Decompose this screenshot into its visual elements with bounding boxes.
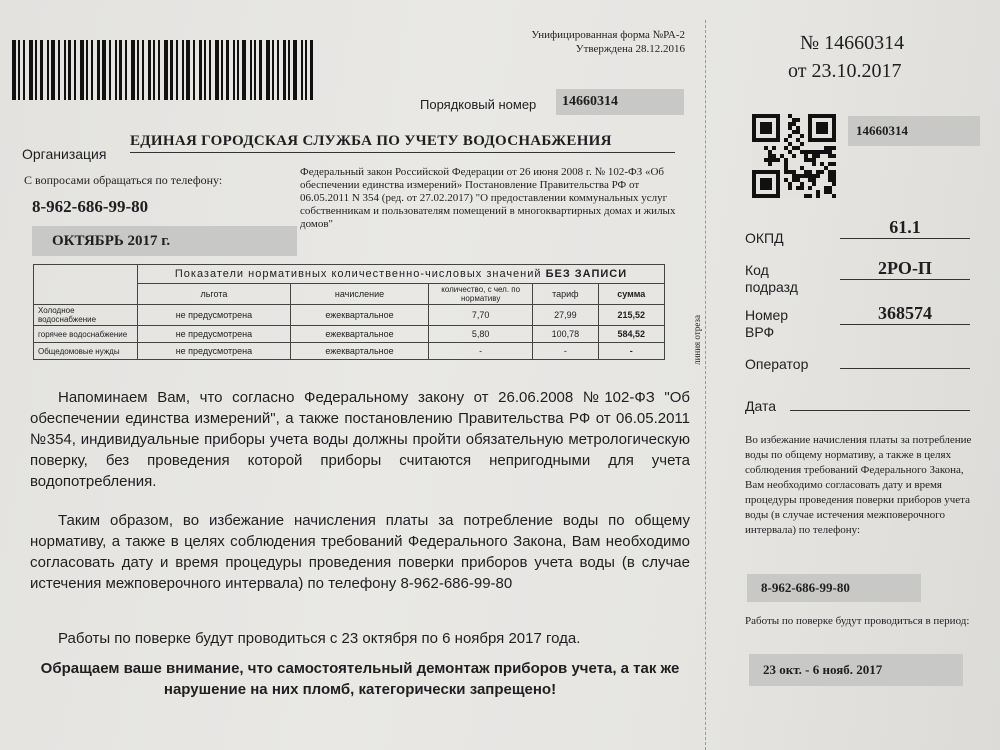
cell-benefit: не предусмотрена <box>138 326 291 343</box>
cell-sum: - <box>598 343 664 360</box>
barcode-bar <box>301 40 303 100</box>
barcode-bar <box>250 40 252 100</box>
barcode-bar <box>91 40 93 100</box>
barcode-bar <box>86 40 88 100</box>
barcode-bar <box>272 40 274 100</box>
table-header-bold: БЕЗ ЗАПИСИ <box>545 268 628 280</box>
barcode-bar <box>254 40 256 100</box>
barcode-bar <box>305 40 307 100</box>
barcode-bar <box>153 40 155 100</box>
stub-notice: Во избежание начисления платы за потребление воды по общему нормативу, а также в целях соблюдения требований Федерального Закона, Вам необходимо согласовать дату и время процедуры проведения поверки приборов учета воды (в случае истечения межповерочного интервала) по телефону: <box>745 434 972 536</box>
cell-benefit: не предусмотрена <box>138 343 291 360</box>
barcode-bar <box>193 40 195 100</box>
barcode-bar <box>209 40 211 100</box>
operator-field[interactable] <box>840 350 970 369</box>
barcode-bar <box>18 40 20 100</box>
paragraph-instructions: Таким образом, во избежание начисления платы за потребление воды по общему нормативу, а также в целях соблюдения требований Федерального Закона, Вам необходимо согласовать дату и время процедуры проведения поверки приборов учета воды (в случае истечения межповерочного интервала) по телефону 8-962-686-99-80 <box>30 512 690 592</box>
order-number: 14660314 <box>556 89 684 115</box>
barcode-bar <box>293 40 297 100</box>
stub-phone: 8-962-686-99-80 <box>747 574 921 602</box>
qr-code-icon <box>752 114 836 198</box>
subdivision-code-label: Код подразд <box>745 262 798 295</box>
barcode-bar <box>51 40 55 100</box>
operator-label: Оператор <box>745 356 809 372</box>
cell-tariff: 27,99 <box>533 305 598 326</box>
vrf-number-label: Номер ВРФ <box>745 307 789 340</box>
barcode-bar <box>35 40 37 100</box>
table-row <box>34 343 665 360</box>
barcode-bar <box>80 40 84 100</box>
barcode-bar <box>215 40 219 100</box>
barcode-bar <box>277 40 279 100</box>
barcode-bar <box>40 40 43 100</box>
barcode-bar <box>102 40 106 100</box>
cell-accrual: ежеквартальное <box>290 343 428 360</box>
col-tariff: тариф <box>533 284 598 305</box>
barcode-bar <box>283 40 286 100</box>
barcode-bar <box>237 40 239 100</box>
barcode-bar <box>226 40 229 100</box>
cell-benefit: не предусмотрена <box>138 305 291 326</box>
approved-date: Утверждена 28.12.2016 <box>575 43 685 55</box>
stub-date: от 23.10.2017 <box>788 60 902 82</box>
contact-phone: 8-962-686-99-80 <box>32 197 149 216</box>
barcode-bar <box>137 40 139 100</box>
table-row <box>34 326 665 343</box>
col-sum: сумма <box>598 284 664 305</box>
date-field[interactable] <box>790 392 970 411</box>
col-accrual: начисление <box>290 284 428 305</box>
barcode-bar <box>310 40 313 100</box>
barcode-bar <box>119 40 122 100</box>
barcode-bar <box>29 40 33 100</box>
cell-quantity: 5,80 <box>429 326 533 343</box>
cut-line <box>705 20 706 750</box>
order-number-label: Порядковый номер <box>420 97 537 112</box>
stub-number: № 14660314 <box>800 32 905 54</box>
stub-period: 23 окт. - 6 нояб. 2017 <box>749 654 963 686</box>
contact-question: С вопросами обращаться по телефону: <box>24 173 223 187</box>
organization-label: Организация <box>22 146 107 162</box>
barcode-bar <box>74 40 76 100</box>
barcode-bar <box>242 40 246 100</box>
barcode-bar <box>176 40 178 100</box>
subdivision-code-value: 2РО-П <box>840 258 970 280</box>
cell-sum: 215,52 <box>598 305 664 326</box>
barcode-bar <box>186 40 190 100</box>
barcode-bar <box>12 40 16 100</box>
barcode-bar <box>142 40 144 100</box>
form-reference <box>510 28 685 56</box>
barcode-bar <box>115 40 117 100</box>
barcode-bar <box>148 40 151 100</box>
date-label: Дата <box>745 398 777 414</box>
row-name: Общедомовые нужды <box>34 343 138 360</box>
barcode-bar <box>164 40 168 100</box>
table-row <box>34 305 665 326</box>
barcode-bar <box>288 40 290 100</box>
barcode-bar <box>68 40 71 100</box>
barcode-bar <box>125 40 127 100</box>
barcode-bar <box>233 40 235 100</box>
cell-quantity: - <box>429 343 533 360</box>
row-name: Холодное водоснабжение <box>34 305 138 326</box>
barcode-bar <box>64 40 66 100</box>
okpd-label: ОКПД <box>745 230 784 246</box>
cell-quantity: 7,70 <box>429 305 533 326</box>
table-header-text: Показатели нормативных количественно-числовых значений <box>174 268 542 280</box>
col-benefit: льгота <box>138 284 291 305</box>
cell-accrual: ежеквартальное <box>290 305 428 326</box>
barcode-bar <box>58 40 60 100</box>
vrf-number-value: 368574 <box>840 303 970 325</box>
cell-sum: 584,52 <box>598 326 664 343</box>
cell-accrual: ежеквартальное <box>290 326 428 343</box>
barcode-bar <box>204 40 206 100</box>
barcode-bar <box>182 40 184 100</box>
unified-form-label: Унифицированная форма №РА-2 <box>531 29 685 41</box>
row-name: горячее водоснабжение <box>34 326 138 343</box>
paragraph-work-period: Работы по поверке будут проводиться с 23 октября по 6 ноября 2017 года. <box>58 630 581 647</box>
barcode-bar <box>131 40 135 100</box>
barcode-bar <box>47 40 49 100</box>
indicators-table <box>33 264 665 360</box>
cut-line-label: линия отреза <box>692 315 702 365</box>
paragraph-reminder: Напоминаем Вам, что согласно Федеральному закону от 26.06.2008 №102-ФЗ "Об обеспечении единства измерений", а также постановлению Правительства РФ от 06.05.2011 №354, индивидуальные приборы учета воды должны пройти обязательную метрологическую поверку, без проведения которой приборы считаются непригодными для учета водопотребления. <box>30 389 690 490</box>
stub-code: 14660314 <box>848 116 980 146</box>
stub-period-note: Работы по поверке будут проводиться в период: <box>745 615 970 627</box>
cell-tariff: - <box>533 343 598 360</box>
organization-name: ЕДИНАЯ ГОРОДСКАЯ СЛУЖБА ПО УЧЕТУ ВОДОСНАБЖЕНИЯ <box>130 133 675 153</box>
law-reference: Федеральный закон Российской Федерации от 26 июня 2008 г. № 102-ФЗ «Об обеспечении единства измерений» Постановление Правительства РФ от 06.05.2011 N 354 (ред. от 27.02.2017) "О предоставлении коммунальных услуг собственникам и пользователям помещений в многоквартирных домах и жилых домов" <box>300 166 676 230</box>
barcode-bar <box>97 40 100 100</box>
paragraph-warning: Обращаем ваше внимание, что самостоятельный демонтаж приборов учета, а так же нарушение на них пломб, категорически запрещено! <box>40 660 680 698</box>
barcode <box>12 40 414 100</box>
barcode-bar <box>109 40 111 100</box>
barcode-bar <box>158 40 160 100</box>
cell-tariff: 100,78 <box>533 326 598 343</box>
barcode-bar <box>23 40 25 100</box>
barcode-bar <box>199 40 202 100</box>
barcode-bar <box>266 40 270 100</box>
barcode-bar <box>259 40 262 100</box>
billing-month: ОКТЯБРЬ 2017 г. <box>32 226 297 256</box>
table-header <box>138 265 665 284</box>
col-quantity: количество, с чел. по нормативу <box>429 284 533 305</box>
barcode-bar <box>221 40 223 100</box>
okpd-value: 61.1 <box>840 217 970 239</box>
barcode-bar <box>170 40 173 100</box>
